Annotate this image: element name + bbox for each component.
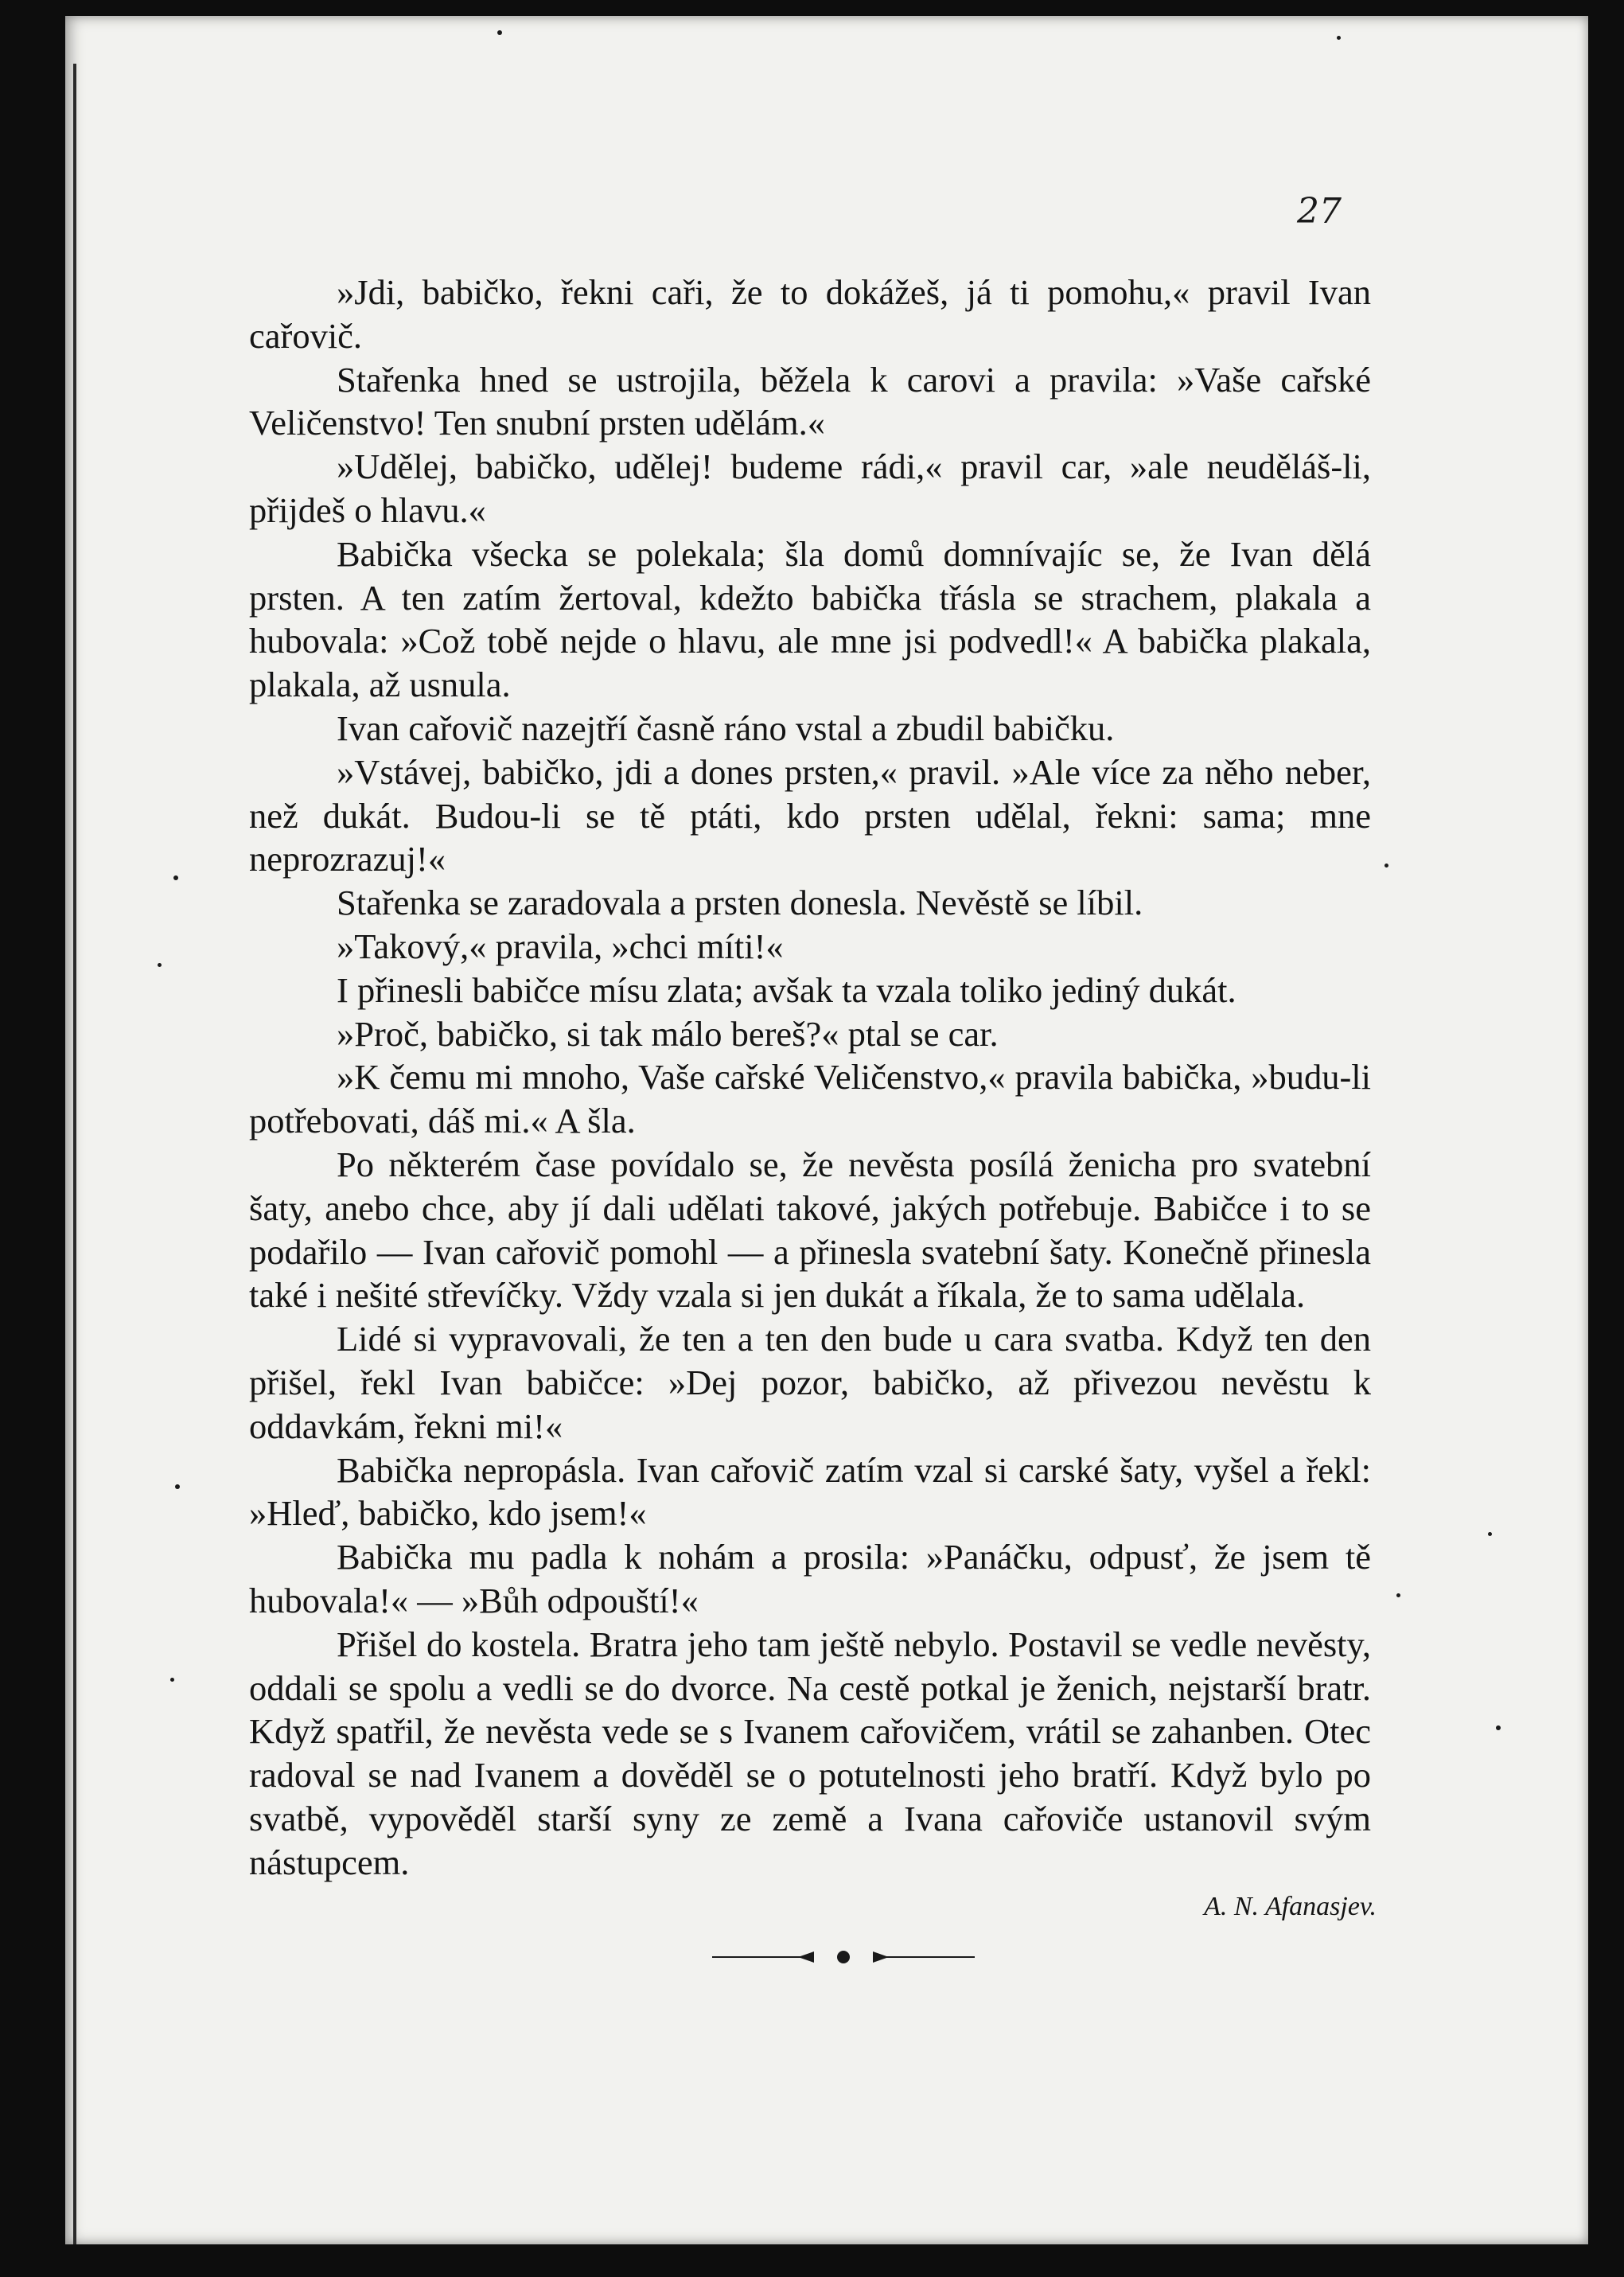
- scan-speck: [175, 1484, 180, 1489]
- scan-speck: [1396, 1593, 1400, 1597]
- paragraph: »Proč, babičko, si tak málo bereš?« ptal se car.: [337, 1013, 999, 1054]
- paragraph: Babička nepropásla. Ivan cařovič zatím vzal si carské šaty, vyšel a řekl: »Hleď, babičko, kdo jsem!«: [249, 1449, 1371, 1534]
- scan-speck: [170, 1678, 174, 1682]
- paragraph: Stařenka hned se ustrojila, běžela k carovi a pravila: »Vaše cařské Veličenstvo! Ten snubní prsten udělám.«: [249, 359, 1371, 443]
- tailpiece-ornament: [712, 1941, 999, 1973]
- paragraph: »Jdi, babičko, řekni caři, že to dokážeš, já ti pomohu,« pravil Ivan cařovič.: [249, 272, 1371, 356]
- spine-edge: [73, 64, 76, 2244]
- signature: A. N. Afanasjev.: [1204, 1892, 1377, 1921]
- paragraph: »Udělej, babičko, udělej! budeme rádi,« pravil car, »ale neuděláš-li, přijdeš o hlavu.«: [249, 446, 1371, 530]
- paragraph: Ivan cařovič nazejtří časně ráno vstal a zbudil babičku.: [337, 708, 1115, 748]
- paragraph: Lidé si vypravovali, že ten a ten den bude u cara svatba. Když ten den přišel, řekl Ivan babičce: »Dej pozor, babičko, až přivezou nevěstu k oddavkám, řekni mi!«: [249, 1319, 1371, 1446]
- page-number: 27: [1297, 191, 1342, 232]
- paragraph: I přinesli babičce mísu zlata; avšak ta vzala toliko jediný dukát.: [337, 969, 1236, 1010]
- body-text: [249, 271, 1371, 1884]
- scan-speck: [1384, 864, 1388, 868]
- scan-speck: [158, 963, 162, 967]
- paragraph: »K čemu mi mnoho, Vaše cařské Veličenstvo,« pravila babička, »budu-li potřebovati, dáš mi.« A šla.: [249, 1057, 1371, 1141]
- paragraph: Přišel do kostela. Bratra jeho tam ještě nebylo. Postavil se vedle nevěsty, oddali se spolu a vedli se do dvorce. Na cestě potkal je ženich, nejstarší bratr. Když spatřil, že nevěsta vede se s Ivanem cařovičem, vrátil se zahanben. Otec radoval se nad Ivanem a dověděl se o potutelnosti jeho bratří. Když bylo po svatbě, vypověděl starší syny ze země a Ivana cařoviče ustanovil svým nástupcem.: [249, 1624, 1371, 1882]
- scan-speck: [173, 875, 178, 880]
- scan-speck: [1488, 1532, 1492, 1536]
- paragraph: Babička mu padla k nohám a prosila: »Panáčku, odpusť, že jsem tě hubovala!« — »Bůh odpouští!«: [249, 1537, 1371, 1620]
- paragraph: Babička všecka se polekala; šla domů domnívajíc se, že Ivan dělá prsten. A ten zatím žertoval, kdežto babička třásla se strachem, plakala a hubovala: »Což tobě nejde o hlavu, ale mne jsi podvedl!« A babička plakala, plakala, až usnula.: [249, 533, 1371, 705]
- paragraph: Po některém čase povídalo se, že nevěsta posílá ženicha pro svatební šaty, anebo chce, aby jí dali udělati takové, jakých potřebuje. Babičce i to se podařilo — Ivan cařovič pomohl — a přinesla svatební šaty. Konečně přinesla také i nešité střevíčky. Vždy vzala si jen dukát a říkala, že to sama udělala.: [249, 1144, 1371, 1316]
- scan-speck: [1496, 1725, 1501, 1730]
- paragraph: »Vstávej, babičko, jdi a dones prsten,« pravil. »Ale více za něho neber, než dukát. Budou-li se tě ptáti, kdo prsten udělal, řekni: sama; mne neprozrazuj!«: [249, 751, 1371, 879]
- signature-block: [1034, 1892, 1377, 1922]
- paragraph: Stařenka se zaradovala a prsten donesla. Nevěstě se líbil.: [337, 883, 1143, 923]
- scan-speck: [497, 30, 502, 35]
- scan-speck: [1337, 36, 1341, 40]
- paragraph: »Takový,« pravila, »chci míti!«: [337, 926, 784, 966]
